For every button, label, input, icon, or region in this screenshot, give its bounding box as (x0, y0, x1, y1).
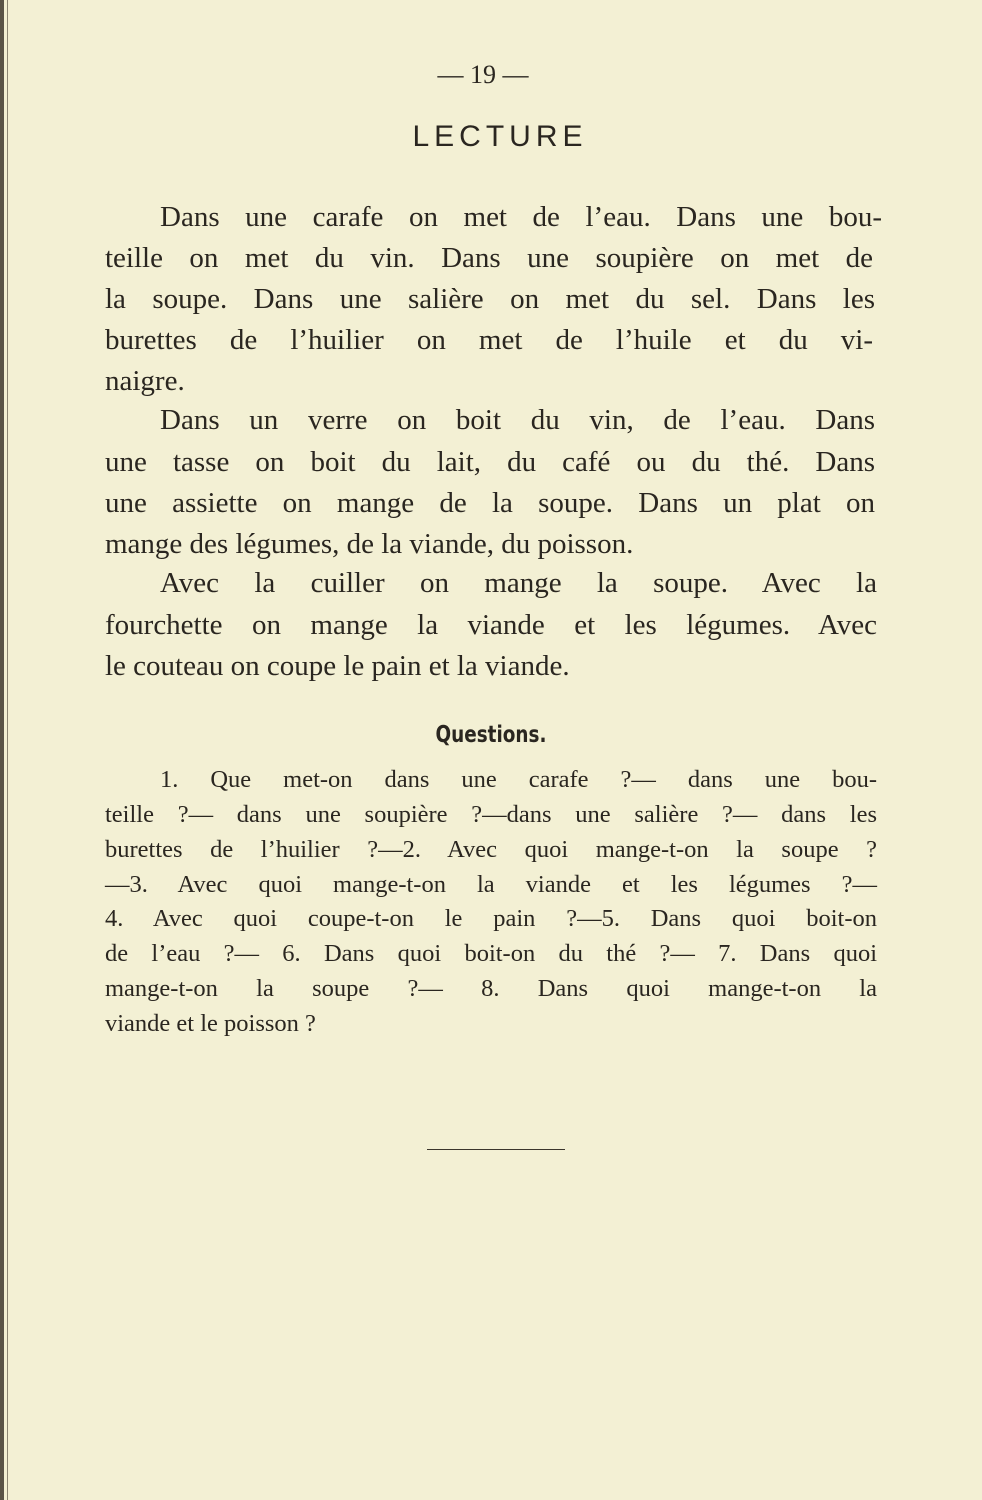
text-line: la soupe. Dans une salière on met du sel. Dans les (105, 283, 875, 315)
text-line: teille on met du vin. Dans une soupière on met de (105, 242, 873, 274)
question-line: 1. Que met-on dans une carafe ?— dans une bou- (160, 766, 877, 793)
text-line: Avec la cuiller on mange la soupe. Avec la (160, 567, 877, 599)
text-line: Dans une carafe on met de l’eau. Dans une bou- (160, 201, 882, 233)
question-line: viande et le poisson ? (105, 1010, 316, 1037)
text-line: fourchette on mange la viande et les légumes. Avec (105, 609, 877, 641)
question-line: burettes de l’huilier ?—2. Avec quoi mange-t-on la soupe ? (105, 836, 877, 863)
page-title: LECTURE (412, 120, 588, 153)
page-number: — 19 — (437, 60, 529, 89)
question-line: —3. Avec quoi mange-t-on la viande et les légumes ?— (105, 871, 877, 898)
page-binding-edge (0, 0, 4, 1500)
text-line: le couteau on coupe le pain et la viande. (105, 650, 570, 682)
text-line: mange des légumes, de la viande, du poisson. (105, 528, 634, 560)
text-line: une tasse on boit du lait, du café ou du thé. Dans (105, 446, 875, 478)
text-line: naigre. (105, 365, 185, 397)
page-binding-line (7, 0, 8, 1500)
end-rule-divider (427, 1149, 565, 1150)
question-line: de l’eau ?— 6. Dans quoi boit-on du thé ?— 7. Dans quoi (105, 940, 877, 967)
text-line: burettes de l’huilier on met de l’huile et du vi- (105, 324, 873, 356)
text-line: une assiette on mange de la soupe. Dans un plat on (105, 487, 875, 519)
question-line: 4. Avec quoi coupe-t-on le pain ?—5. Dans quoi boit-on (105, 905, 877, 932)
question-line: mange-t-on la soupe ?— 8. Dans quoi mange-t-on la (105, 975, 877, 1002)
text-line: Dans un verre on boit du vin, de l’eau. Dans (160, 404, 875, 436)
questions-heading: Questions. (435, 722, 547, 748)
question-line: teille ?— dans une soupière ?—dans une salière ?— dans les (105, 801, 877, 828)
